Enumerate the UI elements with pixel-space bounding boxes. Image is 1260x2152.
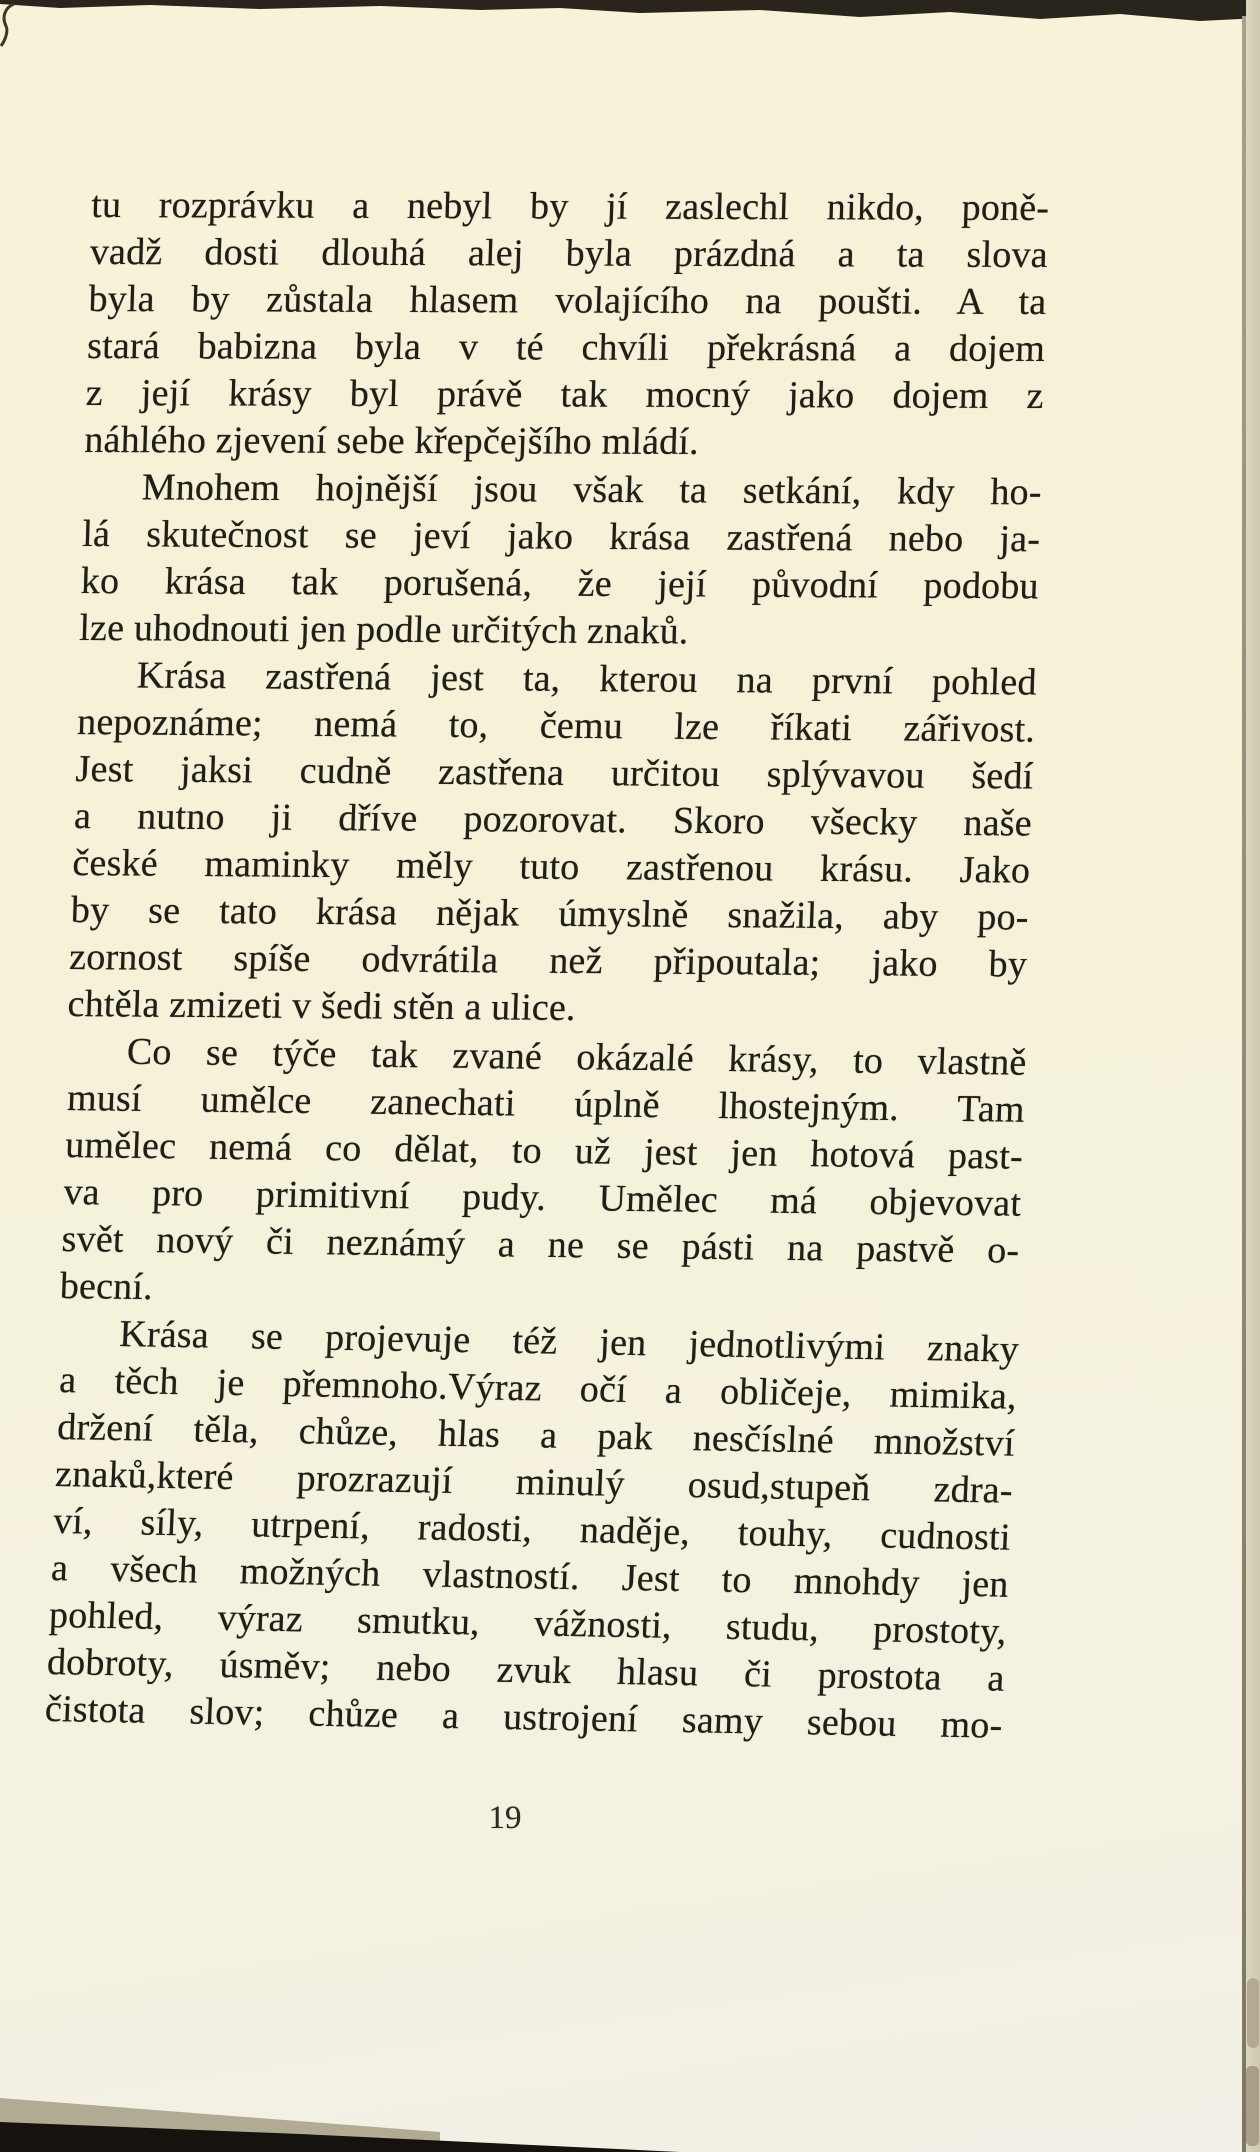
text-line: Krása zastřená jest ta, kterou na první pohled — [136, 654, 1038, 704]
text-line: becní. — [59, 1264, 154, 1309]
text-line: a nutno ji dříve pozorovat. Skoro všecky naše — [73, 794, 1033, 845]
text-line: chtěla zmizeti v šedi stěn a ulice. — [66, 982, 577, 1029]
paragraph — [67, 652, 1038, 1036]
page-edge-line — [1242, 16, 1246, 2152]
text-line: náhlého zjevení sebe křepčejšího mládí. — [83, 418, 700, 463]
text-line: svět nový či neznámý a ne se pásti na pastvě o- — [60, 1217, 1021, 1272]
text-line: ko krása tak porušená, že její původní podobu — [80, 559, 1040, 608]
text-line: české maminky měly tuto zastřenou krásu. Jako — [71, 841, 1031, 892]
text-line: Co se týče tak zvané okázalé krásy, to vlastně — [126, 1030, 1028, 1084]
page-text — [44, 182, 1050, 1747]
text-line: nepoznáme; nemá to, čemu lze říkati zářivost. — [76, 700, 1036, 751]
text-line: znaků,které prozrazují minulý osud,stupeň zdra- — [54, 1452, 1014, 1512]
page-right-edge — [1246, 0, 1260, 2152]
paragraph — [59, 1028, 1027, 1322]
scan-artifact-mark — [0, 2, 20, 57]
text-line: by se tato krása nějak úmyslně snažila, aby po- — [70, 888, 1030, 939]
text-line: a všech možných vlastností. Jest to mnohdy jen — [50, 1546, 1010, 1606]
text-line: va pro primitivní pudy. Umělec má objevovat — [62, 1170, 1022, 1225]
text-line: z její krásy byl právě tak mocný jako dojem z — [85, 371, 1045, 418]
text-line: lze uhodnouti jen podle určitých znaků. — [78, 606, 690, 653]
text-line: lá skutečnost se jeví jako krása zastřená nebo ja- — [81, 512, 1041, 561]
text-line: pohled, výraz smutku, vážnosti, studu, prostoty, — [48, 1593, 1008, 1653]
scan-smudge — [1247, 1978, 1259, 2048]
text-line: byla by zůstala hlasem volajícího na poušti. A ta — [87, 277, 1048, 324]
text-line: vadž dosti dlouhá alej byla prázdná a ta slova — [89, 230, 1049, 277]
text-line: Jest jaksi cudně zastřena určitou splývavou šedí — [74, 747, 1035, 798]
text-line: tu rozprávku a nebyl by jí zaslechl nikdo, poně- — [90, 183, 1050, 230]
scan-smudge — [1246, 2066, 1259, 2146]
text-line: držení těla, chůze, hlas a pak nesčíslné množství — [56, 1405, 1016, 1465]
text-line: Mnohem hojnější jsou však ta setkání, kdy ho- — [141, 466, 1043, 514]
text-line: umělec nemá co dělat, to už jest jen hotová past- — [64, 1123, 1024, 1178]
text-line: a těch je přemnoho.Výraz očí a obličeje, mimika, — [58, 1358, 1018, 1418]
text-line: ví, síly, utrpení, radosti, naděje, touhy, cudnosti — [52, 1499, 1012, 1559]
text-line: stará babizna byla v té chvíli překrásná a dojem — [86, 324, 1046, 371]
paragraph — [79, 464, 1043, 657]
text-line: Krása se projevuje též jen jednotlivými znaky — [118, 1313, 1020, 1371]
scan-top-edge — [0, 0, 1260, 24]
paragraph — [44, 1310, 1020, 1750]
text-line: zornost spíše odvrátila než připoutala; jako by — [68, 935, 1028, 986]
paragraph — [84, 182, 1050, 467]
page-number: 19 — [488, 1800, 522, 1836]
text-line: dobroty, úsměv; nebo zvuk hlasu či prostota a — [46, 1640, 1006, 1700]
text-line: čistota slov; chůze a ustrojení samy sebou mo- — [44, 1687, 1004, 1747]
text-line: musí umělce zanechati úplně lhostejným. Tam — [66, 1076, 1026, 1131]
